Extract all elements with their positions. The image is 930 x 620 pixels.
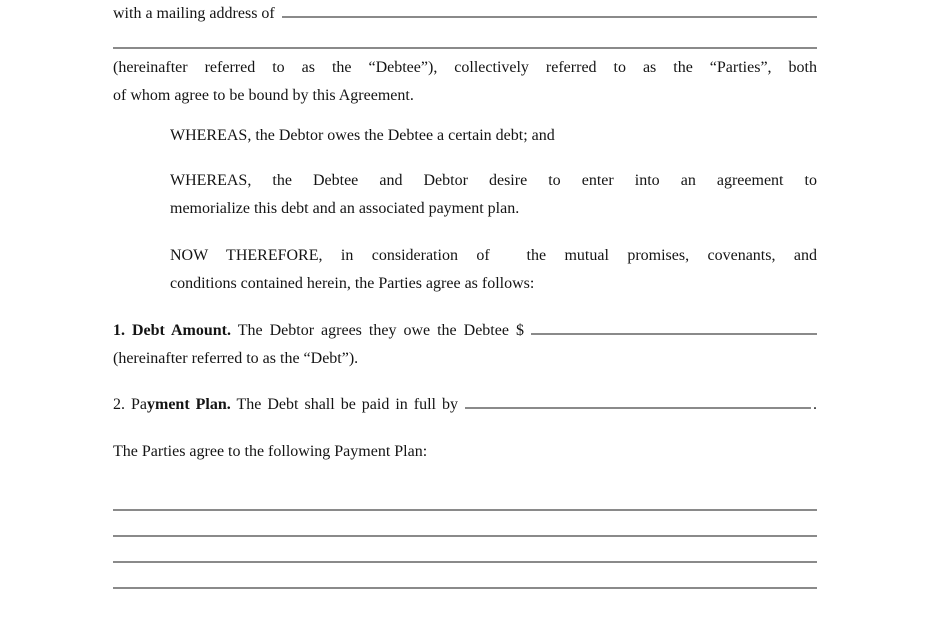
- now-therefore-line2: conditions contained herein, the Parties agree as follows:: [170, 275, 535, 292]
- whereas-agreement-line1: WHEREAS, the Debtee and Debtor desire to enter into an agreement to: [170, 172, 817, 189]
- paragraph-debtee-clause: [113, 54, 817, 110]
- section-1-debt-amount: [113, 317, 817, 373]
- whereas-agreement-line2: memorialize this debt and an associated payment plan.: [170, 200, 520, 217]
- blank-line-payment-date: [465, 406, 811, 409]
- payment-plan-blank-lines: [113, 490, 817, 589]
- paragraph-now-therefore: [170, 242, 817, 298]
- paragraph-whereas-debt: [170, 122, 817, 150]
- paragraph-mailing-address: [113, 0, 817, 28]
- debtee-clause-line2: of whom agree to be bound by this Agreement.: [113, 87, 414, 104]
- blank-line-payment-plan-4: [113, 568, 817, 589]
- whereas-debt-text: WHEREAS, the Debtor owes the Debtee a certain debt; and: [170, 127, 555, 144]
- section-2-text: [113, 391, 458, 419]
- blank-line-payment-plan-2: [113, 516, 817, 537]
- section-2-heading: yment Plan.: [147, 396, 231, 413]
- paragraph-payment-plan-intro: [113, 438, 817, 466]
- section-1-line1: [113, 317, 817, 345]
- section-1-line2: (hereinafter referred to as the “Debt”).: [113, 350, 359, 367]
- blank-line-address-continued: [113, 28, 817, 49]
- debtee-clause-line1: (hereinafter referred to as the “Debtee”), collectively referred to as the “Parties”, both: [113, 59, 817, 76]
- mailing-address-text: with a mailing address of: [113, 5, 275, 22]
- section-1-body: The Debtor agrees they owe the Debtee $: [231, 322, 524, 339]
- payment-plan-intro-text: The Parties agree to the following Payment Plan:: [113, 443, 428, 460]
- now-therefore-line1: NOW THEREFORE, in consideration of the mutual promises, covenants, and: [170, 247, 817, 264]
- section-2-body: The Debt shall be paid in full by: [230, 396, 458, 413]
- blank-line-mailing-address: [282, 15, 817, 18]
- section-1-text: [113, 317, 524, 345]
- section-2-prefix: 2. Pa: [113, 396, 147, 413]
- blank-line-payment-plan-1: [113, 490, 817, 511]
- blank-line-debt-amount: [531, 332, 817, 335]
- section-1-heading: 1. Debt Amount.: [113, 322, 232, 339]
- paragraph-whereas-agreement: [170, 167, 817, 223]
- section-2-period: .: [813, 396, 817, 413]
- blank-line-payment-plan-3: [113, 542, 817, 563]
- section-2-payment-plan: [113, 391, 817, 419]
